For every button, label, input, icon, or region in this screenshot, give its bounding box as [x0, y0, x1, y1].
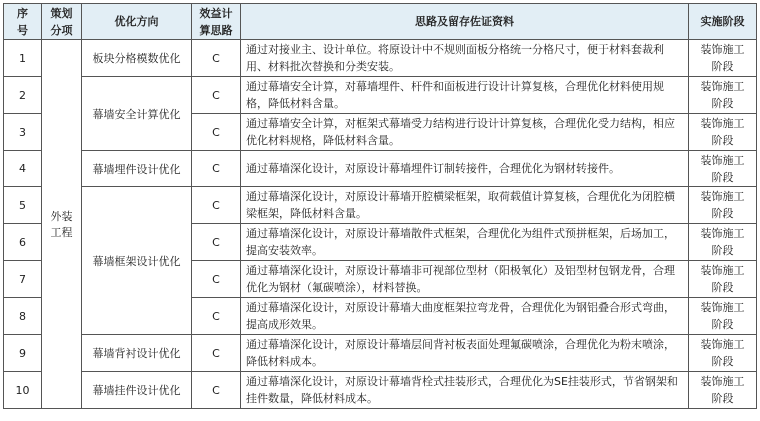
direction-cell: 板块分格模数优化 — [82, 40, 192, 77]
table-row — [4, 335, 757, 372]
row-number: 4 — [4, 151, 42, 187]
approach-cell: 通过幕墙深化设计，对原设计幕墙层间背衬板表面处理氟碳喷涂，合理优化为粉末喷涂，降低材料成本。 — [241, 335, 689, 372]
benefit-cell: C — [192, 261, 241, 298]
stage-cell: 装饰施工 阶段 — [689, 372, 757, 409]
optimization-table-container — [3, 3, 756, 409]
benefit-cell: C — [192, 335, 241, 372]
stage-cell: 装饰施工 阶段 — [689, 224, 757, 261]
table-row — [4, 372, 757, 409]
approach-cell: 通过幕墙深化设计，对原设计幕墙散件式框架，合理优化为组件式预拼框架，后场加工，提高安装效率。 — [241, 224, 689, 261]
direction-cell: 幕墙背衬设计优化 — [82, 335, 192, 372]
stage-cell: 装饰施工 阶段 — [689, 298, 757, 335]
approach-cell: 通过幕墙深化设计，对原设计幕墙埋件订制转接件，合理优化为钢材转接件。 — [241, 151, 689, 187]
direction-cell: 幕墙框架设计优化 — [82, 187, 192, 335]
benefit-cell: C — [192, 114, 241, 151]
approach-cell: 通过幕墙深化设计，对原设计幕墙大曲度框架拉弯龙骨，合理优化为钢铝叠合形式弯曲，提高成形效果。 — [241, 298, 689, 335]
row-number: 10 — [4, 372, 42, 409]
category-cell: 外装 工程 — [42, 40, 82, 409]
direction-cell: 幕墙安全计算优化 — [82, 77, 192, 151]
stage-cell: 装饰施工 阶段 — [689, 40, 757, 77]
row-number: 8 — [4, 298, 42, 335]
row-number: 2 — [4, 77, 42, 114]
row-number: 7 — [4, 261, 42, 298]
benefit-cell: C — [192, 224, 241, 261]
benefit-cell: C — [192, 40, 241, 77]
table-row — [4, 77, 757, 114]
benefit-cell: C — [192, 372, 241, 409]
approach-cell: 通过幕墙安全计算，对框架式幕墙受力结构进行设计计算复核，合理优化受力结构，相应优化材料规格，降低材料含量。 — [241, 114, 689, 151]
row-number: 5 — [4, 187, 42, 224]
direction-cell: 幕墙埋件设计优化 — [82, 151, 192, 187]
benefit-cell: C — [192, 151, 241, 187]
approach-cell: 通过幕墙深化设计，对原设计幕墙非可视部位型材（阳极氧化）及铝型材包钢龙骨，合理优化为钢材（氟碳喷涂），材料替换。 — [241, 261, 689, 298]
benefit-cell: C — [192, 187, 241, 224]
stage-cell: 装饰施工 阶段 — [689, 335, 757, 372]
direction-cell: 幕墙挂件设计优化 — [82, 372, 192, 409]
header-approach: 思路及留存佐证资料 — [241, 4, 689, 40]
stage-cell: 装饰施工 阶段 — [689, 114, 757, 151]
header-category: 策划 分项 — [42, 4, 82, 40]
table-row — [4, 151, 757, 187]
stage-cell: 装饰施工 阶段 — [689, 77, 757, 114]
approach-cell: 通过幕墙深化设计，对原设计幕墙开腔横梁框架，取荷载值计算复核，合理优化为闭腔横梁框架，降低材料含量。 — [241, 187, 689, 224]
header-row — [4, 4, 757, 40]
optimization-table — [3, 3, 757, 409]
table-row — [4, 187, 757, 224]
table-row — [4, 40, 757, 77]
row-number: 9 — [4, 335, 42, 372]
approach-cell: 通过对接业主、设计单位。将原设计中不规则面板分格统一分格尺寸，便于材料套裁利用、材料批次替换和分类安装。 — [241, 40, 689, 77]
row-number: 1 — [4, 40, 42, 77]
benefit-cell: C — [192, 298, 241, 335]
header-benefit: 效益计 算思路 — [192, 4, 241, 40]
approach-cell: 通过幕墙安全计算，对幕墙埋件、杆件和面板进行设计计算复核，合理优化材料使用规格，降低材料含量。 — [241, 77, 689, 114]
row-number: 3 — [4, 114, 42, 151]
stage-cell: 装饰施工 阶段 — [689, 187, 757, 224]
benefit-cell: C — [192, 77, 241, 114]
stage-cell: 装饰施工 阶段 — [689, 261, 757, 298]
approach-cell: 通过幕墙深化设计，对原设计幕墙背栓式挂装形式，合理优化为SE挂装形式，节省钢架和挂件数量，降低材料成本。 — [241, 372, 689, 409]
header-direction: 优化方向 — [82, 4, 192, 40]
header-seq: 序 号 — [4, 4, 42, 40]
stage-cell: 装饰施工 阶段 — [689, 151, 757, 187]
row-number: 6 — [4, 224, 42, 261]
header-stage: 实施阶段 — [689, 4, 757, 40]
